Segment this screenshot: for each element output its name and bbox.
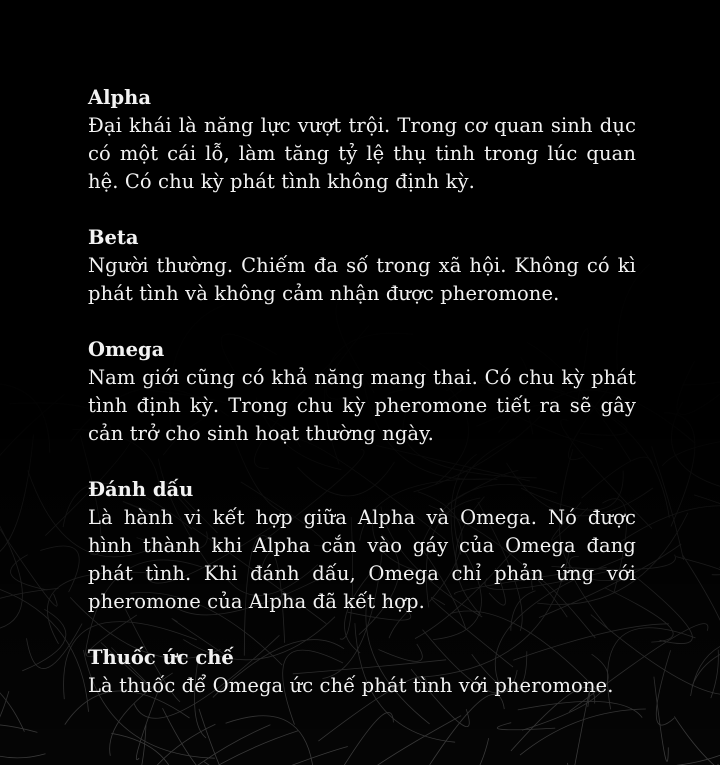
glossary (88, 84, 636, 728)
glossary-entry-omega (88, 336, 636, 448)
definition-alpha: Đại khái là năng lực vượt trội. Trong cơ quan sinh dục có một cái lỗ, làm tăng tỷ lệ thụ tinh trong lúc quan hệ. Có chu kỳ phát tình không định kỳ. (88, 114, 636, 193)
glossary-entry-alpha (88, 84, 636, 196)
term-beta: Beta (88, 226, 139, 249)
definition-marking: Là hành vi kết hợp giữa Alpha và Omega. Nó được hình thành khi Alpha cắn vào gáy của Omega đang phát tình. Khi đánh dấu, Omega chỉ phản ứng với pheromone của Alpha đã kết hợp. (88, 506, 636, 613)
term-omega: Omega (88, 338, 165, 361)
term-alpha: Alpha (88, 86, 151, 109)
definition-omega: Nam giới cũng có khả năng mang thai. Có chu kỳ phát tình định kỳ. Trong chu kỳ pheromone tiết ra sẽ gây cản trở cho sinh hoạt thường ngày. (88, 366, 636, 445)
definition-beta: Người thường. Chiếm đa số trong xã hội. Không có kì phát tình và không cảm nhận được pheromone. (88, 254, 636, 305)
term-marking: Đánh dấu (88, 478, 194, 501)
glossary-entry-marking (88, 476, 636, 616)
glossary-entry-beta (88, 224, 636, 308)
glossary-entry-suppressant (88, 644, 636, 700)
term-suppressant: Thuốc ức chế (88, 646, 234, 669)
definition-suppressant: Là thuốc để Omega ức chế phát tình với pheromone. (88, 674, 614, 697)
